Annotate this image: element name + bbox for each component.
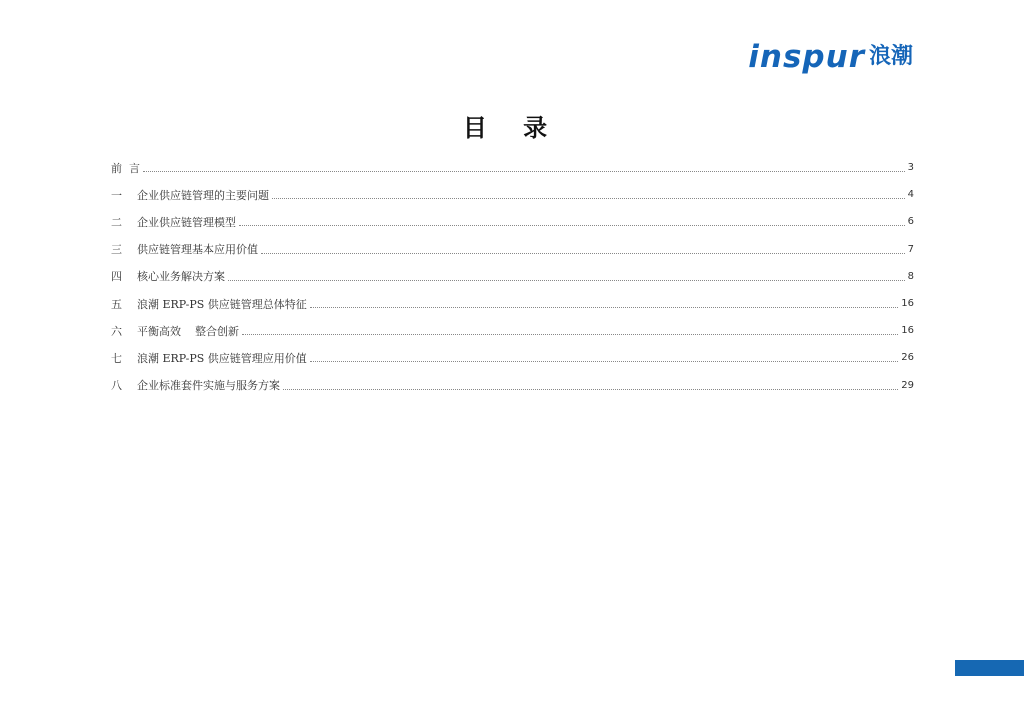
toc-entry-6[interactable] xyxy=(111,317,914,344)
toc-leader-dots xyxy=(310,307,899,308)
toc-entry-text: 企业供应链管理的主要问题 xyxy=(137,188,269,202)
table-of-contents xyxy=(111,154,914,399)
toc-entry-text: 供应链管理基本应用价值 xyxy=(137,243,258,257)
toc-title: 目 录 xyxy=(462,113,562,142)
toc-entry-number: 五 xyxy=(111,297,122,311)
toc-entry-1[interactable] xyxy=(111,181,914,208)
toc-leader-dots xyxy=(310,361,899,362)
toc-leader-dots xyxy=(143,171,905,172)
toc-entry-number: 三 xyxy=(111,243,122,257)
toc-leader-dots xyxy=(261,253,905,254)
toc-page-number: 26 xyxy=(901,352,914,364)
toc-page-number: 7 xyxy=(907,243,914,255)
toc-entry-3[interactable] xyxy=(111,236,914,263)
logo-chinese-name: 浪潮 xyxy=(868,44,913,69)
toc-page-number: 29 xyxy=(901,379,914,391)
toc-page-number: 4 xyxy=(907,189,914,201)
toc-leader-dots xyxy=(242,334,898,335)
toc-entry-number: 八 xyxy=(111,379,122,393)
logo-wordmark: inspur xyxy=(748,39,865,75)
toc-entry-8[interactable] xyxy=(111,372,914,399)
corner-accent-bar xyxy=(955,660,1024,676)
toc-page-number: 8 xyxy=(907,270,914,282)
toc-entry-number: 七 xyxy=(111,351,122,365)
toc-entry-preface[interactable] xyxy=(111,154,914,181)
toc-entry-number: 六 xyxy=(111,324,122,338)
toc-entry-text: 前 言 xyxy=(111,161,140,175)
toc-page-number: 16 xyxy=(901,298,914,310)
toc-entry-4[interactable] xyxy=(111,263,914,290)
toc-leader-dots xyxy=(283,389,898,390)
toc-entry-2[interactable] xyxy=(111,208,914,235)
toc-leader-dots xyxy=(228,280,905,281)
toc-entry-number: 二 xyxy=(111,215,122,229)
toc-entry-7[interactable] xyxy=(111,344,914,371)
toc-leader-dots xyxy=(239,225,905,226)
toc-entry-text: 浪潮 ERP-PS 供应链管理总体特征 xyxy=(137,297,307,311)
toc-entry-text: 企业标准套件实施与服务方案 xyxy=(137,379,280,393)
toc-entry-text: 核心业务解决方案 xyxy=(137,270,225,284)
inspur-logo xyxy=(727,40,913,74)
toc-entry-number: 四 xyxy=(111,270,122,284)
toc-entry-text: 企业供应链管理模型 xyxy=(137,215,236,229)
toc-page-number: 16 xyxy=(901,325,914,337)
toc-entry-number: 一 xyxy=(111,188,122,202)
toc-entry-text: 平衡高效 整合创新 xyxy=(137,324,239,338)
toc-entry-5[interactable] xyxy=(111,290,914,317)
toc-entry-text: 浪潮 ERP-PS 供应链管理应用价值 xyxy=(137,351,307,365)
toc-page-number: 3 xyxy=(907,162,914,174)
toc-page-number: 6 xyxy=(907,216,914,228)
toc-leader-dots xyxy=(272,198,905,199)
